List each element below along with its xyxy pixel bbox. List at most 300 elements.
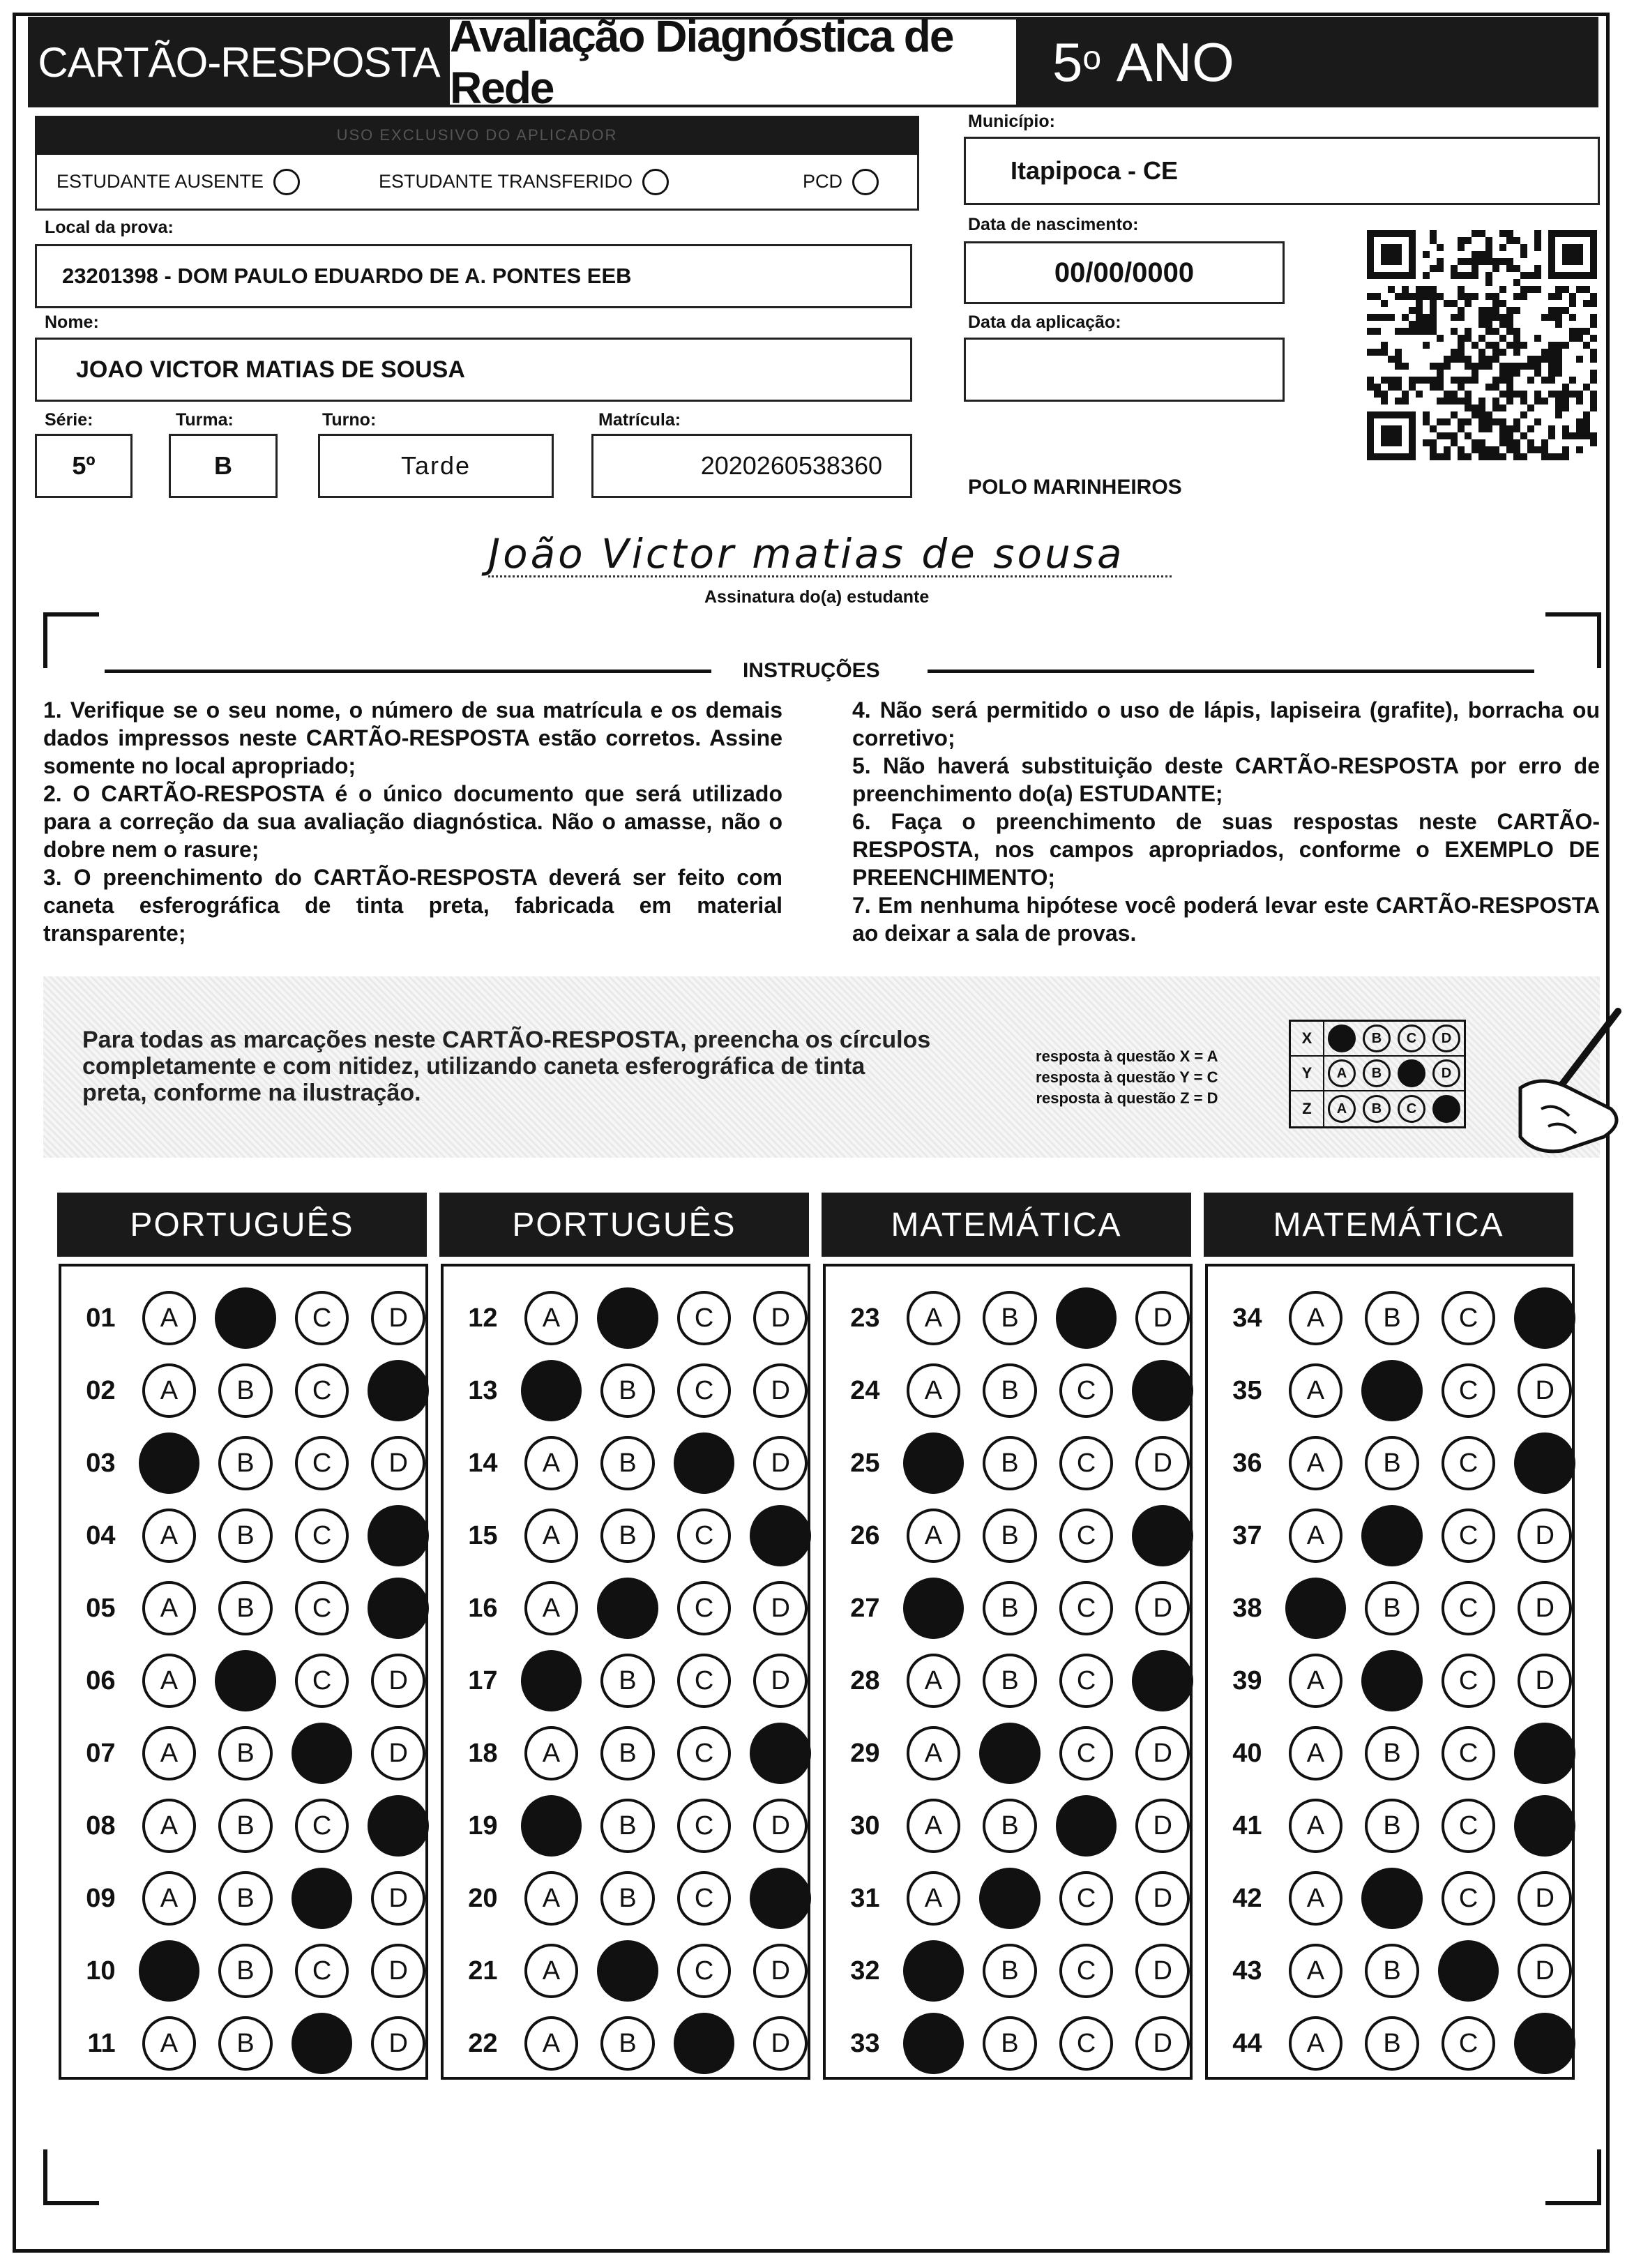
answer-bubble-a[interactable]: A: [524, 1944, 579, 1998]
question-number: 14: [468, 1448, 498, 1478]
answer-bubble-b[interactable]: B: [1365, 1799, 1419, 1853]
answer-bubble-b[interactable]: B: [600, 1436, 655, 1490]
answer-bubble-d[interactable]: D: [1135, 1871, 1190, 1926]
answer-bubble-b[interactable]: B: [1365, 1944, 1419, 1998]
answer-bubble-b[interactable]: B: [218, 1871, 273, 1926]
answer-bubble-a[interactable]: A: [907, 1726, 961, 1781]
legend-y: resposta à questão Y = C: [1036, 1068, 1218, 1086]
answer-bubble-c[interactable]: C: [1056, 1287, 1117, 1349]
answer-bubble-d[interactable]: D: [371, 1726, 425, 1781]
answer-bubble-a[interactable]: A: [142, 2016, 197, 2071]
transferred-option[interactable]: [379, 169, 669, 195]
answer-bubble-b[interactable]: B: [1361, 1505, 1423, 1566]
answer-bubble-b[interactable]: B: [597, 1578, 658, 1639]
example-bubble: A: [1328, 1095, 1356, 1123]
question-number: 06: [86, 1665, 116, 1695]
answer-bubble-c[interactable]: C: [295, 1944, 349, 1998]
answer-bubble-d[interactable]: D: [1514, 1287, 1575, 1349]
question-number: 01: [86, 1303, 116, 1333]
question-row: [826, 1717, 1190, 1790]
question-number: 27: [850, 1593, 880, 1623]
answer-bubble-b[interactable]: B: [218, 1363, 273, 1418]
answer-bubble-c[interactable]: C: [295, 1436, 349, 1490]
answer-bubble-c[interactable]: C: [1442, 1291, 1496, 1345]
answer-bubble-a[interactable]: A: [1289, 1509, 1343, 1563]
answer-bubble-b[interactable]: B: [215, 1287, 276, 1349]
question-row: [826, 1790, 1190, 1862]
nascimento-field: [964, 241, 1285, 304]
answer-bubble-d[interactable]: D: [753, 1581, 808, 1635]
legend-z: resposta à questão Z = D: [1036, 1089, 1218, 1107]
answer-bubble-d[interactable]: D: [368, 1505, 429, 1566]
answer-bubble-d[interactable]: D: [750, 1868, 811, 1929]
municipio-field: [964, 137, 1600, 205]
answer-bubble-c[interactable]: C: [1442, 1581, 1496, 1635]
nascimento-value: 00/00/0000: [1054, 257, 1195, 288]
instruction-1: 1. Verifique se o seu nome, o número de sua matrícula e os demais dados impressos neste CARTÃO-RESPOSTA estão corretos. Assine somente no local apropriado;: [43, 697, 782, 778]
answer-bubble-b[interactable]: B: [1365, 1581, 1419, 1635]
question-number: 22: [468, 2028, 498, 2058]
answer-bubble-a[interactable]: A: [907, 1363, 961, 1418]
question-number: 11: [87, 2028, 116, 2058]
answer-bubble-a[interactable]: A: [907, 1871, 961, 1926]
answer-bubble-d[interactable]: D: [753, 1291, 808, 1345]
answer-bubble-a[interactable]: A: [1289, 2016, 1343, 2071]
question-number: 33: [850, 2028, 880, 2058]
answer-bubble-b[interactable]: B: [979, 1723, 1041, 1784]
answer-bubble-d[interactable]: D: [371, 1291, 425, 1345]
question-row: [444, 1862, 808, 1935]
answer-bubble-a[interactable]: A: [907, 1799, 961, 1853]
question-number: 26: [850, 1520, 880, 1550]
answer-bubble-a[interactable]: A: [521, 1360, 582, 1421]
question-row: [1208, 1790, 1572, 1862]
answer-bubble-c[interactable]: C: [1442, 1436, 1496, 1490]
subject-header: MATEMÁTICA: [1204, 1193, 1573, 1257]
question-row: [444, 1572, 808, 1645]
answer-bubble-c[interactable]: C: [1059, 1726, 1114, 1781]
answer-bubble-c[interactable]: C: [295, 1509, 349, 1563]
answer-bubble-c[interactable]: C: [1059, 1944, 1114, 1998]
answer-bubble-c[interactable]: C: [1442, 1509, 1496, 1563]
question-row: [61, 1645, 425, 1717]
answer-bubble-a[interactable]: A: [1289, 1436, 1343, 1490]
answer-bubble-a[interactable]: A: [1289, 1944, 1343, 1998]
question-row: [61, 1935, 425, 2007]
answer-bubble-a[interactable]: A: [907, 1291, 961, 1345]
answer-bubble-c[interactable]: C: [295, 1291, 349, 1345]
answer-bubble-d[interactable]: D: [371, 1944, 425, 1998]
answer-bubble-a[interactable]: A: [524, 1871, 579, 1926]
answer-bubble-b[interactable]: B: [600, 1871, 655, 1926]
answer-bubble-b[interactable]: B: [600, 1363, 655, 1418]
answer-bubble-c[interactable]: C: [677, 1654, 732, 1708]
example-row-y: [1291, 1057, 1464, 1091]
question-row: [444, 2007, 808, 2080]
answer-bubble-b[interactable]: B: [218, 1436, 273, 1490]
answer-bubble-a[interactable]: A: [142, 1726, 197, 1781]
answer-bubble-b[interactable]: B: [983, 1799, 1037, 1853]
grade-word: ANO: [1116, 31, 1234, 93]
subject-header: PORTUGUÊS: [439, 1193, 809, 1257]
answer-bubble-b[interactable]: B: [218, 1581, 273, 1635]
question-number: 40: [1232, 1738, 1262, 1768]
legend-x: resposta à questão X = A: [1036, 1048, 1218, 1065]
answer-bubble-b[interactable]: B: [983, 1291, 1037, 1345]
turno-label: Turno:: [322, 410, 377, 430]
question-row: [1208, 1862, 1572, 1935]
question-row: [444, 1790, 808, 1862]
question-row: [1208, 1282, 1572, 1354]
question-number: 32: [850, 1956, 880, 1986]
answer-bubble-a[interactable]: A: [1289, 1726, 1343, 1781]
answer-bubble-a[interactable]: A: [524, 1726, 579, 1781]
answer-bubble-a[interactable]: A: [903, 1940, 964, 2002]
answer-bubble-b[interactable]: B: [1361, 1868, 1423, 1929]
answer-bubble-d[interactable]: D: [1514, 2013, 1575, 2074]
absent-label: ESTUDANTE AUSENTE: [56, 171, 264, 192]
answer-bubble-d[interactable]: D: [1518, 1509, 1572, 1563]
answer-bubble-a[interactable]: A: [903, 1578, 964, 1639]
name-label: Nome:: [45, 312, 99, 332]
answer-bubble-c[interactable]: C: [1059, 1654, 1114, 1708]
matricula-field: [591, 434, 912, 498]
answer-bubble-a[interactable]: A: [1289, 1799, 1343, 1853]
question-number: 44: [1232, 2028, 1262, 2058]
question-row: [826, 1354, 1190, 1427]
answer-bubble-b[interactable]: B: [218, 1726, 273, 1781]
answer-bubble-a[interactable]: A: [142, 1363, 197, 1418]
corner-mark-bottom-left: [43, 2149, 99, 2205]
instruction-4: 4. Não será permitido o uso de lápis, lapiseira (grafite), borracha ou corretivo;: [852, 697, 1600, 750]
answer-bubble-b[interactable]: B: [1365, 2016, 1419, 2071]
question-number: 12: [468, 1303, 498, 1333]
answer-bubble-c[interactable]: C: [295, 1581, 349, 1635]
answer-bubble-b[interactable]: B: [1361, 1650, 1423, 1711]
answer-bubble-a[interactable]: A: [139, 1432, 200, 1494]
answer-bubble-b[interactable]: B: [218, 2016, 273, 2071]
transferred-label: ESTUDANTE TRANSFERIDO: [379, 171, 633, 192]
answer-bubble-c[interactable]: C: [677, 1799, 732, 1853]
answer-bubble-d[interactable]: D: [368, 1578, 429, 1639]
answer-bubble-b[interactable]: B: [600, 2016, 655, 2071]
answer-bubble-a[interactable]: A: [1289, 1654, 1343, 1708]
answer-bubble-d[interactable]: D: [371, 1654, 425, 1708]
answer-bubble-d[interactable]: D: [1135, 1436, 1190, 1490]
answer-bubble-a[interactable]: A: [142, 1509, 197, 1563]
answer-bubble-c[interactable]: C: [295, 1654, 349, 1708]
answer-bubble-d[interactable]: D: [371, 1436, 425, 1490]
answer-bubble-a[interactable]: A: [524, 1509, 579, 1563]
answer-bubble-b[interactable]: B: [983, 1581, 1037, 1635]
answer-bubble-c[interactable]: C: [1059, 1581, 1114, 1635]
answer-bubble-c[interactable]: C: [1442, 1363, 1496, 1418]
question-row: [1208, 2007, 1572, 2080]
answer-bubble-d[interactable]: D: [1518, 1581, 1572, 1635]
answer-bubble-c[interactable]: C: [677, 1726, 732, 1781]
serie-value: 5º: [72, 451, 96, 480]
instructions-left: [43, 696, 782, 947]
answer-bubble-d[interactable]: D: [753, 1436, 808, 1490]
answer-bubble-c[interactable]: C: [677, 1291, 732, 1345]
answer-bubble-c[interactable]: C: [1059, 1509, 1114, 1563]
answer-bubble-c[interactable]: C: [1059, 1436, 1114, 1490]
answer-bubble-b[interactable]: B: [983, 1944, 1037, 1998]
answer-bubble-d[interactable]: D: [1132, 1505, 1193, 1566]
answer-bubble-a[interactable]: A: [142, 1654, 197, 1708]
absent-circle[interactable]: [273, 169, 300, 195]
answer-bubble-d[interactable]: D: [1518, 1871, 1572, 1926]
answer-bubble-d[interactable]: D: [371, 1871, 425, 1926]
question-number: 25: [850, 1448, 880, 1478]
question-number: 07: [86, 1738, 116, 1768]
question-row: [444, 1354, 808, 1427]
answer-bubble-b[interactable]: B: [983, 1509, 1037, 1563]
question-row: [826, 1499, 1190, 1572]
answer-bubble-d[interactable]: D: [1135, 1726, 1190, 1781]
answer-bubble-d[interactable]: D: [753, 1799, 808, 1853]
question-number: 30: [850, 1810, 880, 1840]
answer-bubble-c[interactable]: C: [677, 1944, 732, 1998]
example-bubble: B: [1363, 1095, 1391, 1123]
question-number: 43: [1232, 1956, 1262, 1986]
answer-bubble-c[interactable]: C: [677, 1581, 732, 1635]
answer-bubble-a[interactable]: A: [903, 2013, 964, 2074]
question-number: 23: [850, 1303, 880, 1333]
question-number: 15: [468, 1520, 498, 1550]
answer-bubble-b[interactable]: B: [983, 1363, 1037, 1418]
nascimento-label: Data de nascimento:: [968, 215, 1139, 234]
absent-option[interactable]: [56, 169, 300, 195]
answer-bubble-b[interactable]: B: [983, 2016, 1037, 2071]
answer-bubble-a[interactable]: A: [142, 1799, 197, 1853]
question-row: [61, 1717, 425, 1790]
applicator-bar: USO EXCLUSIVO DO APLICADOR: [35, 116, 919, 155]
question-number: 08: [86, 1810, 116, 1840]
question-row: [826, 1572, 1190, 1645]
question-row: [61, 1499, 425, 1572]
answer-bubble-d[interactable]: D: [1514, 1723, 1575, 1784]
question-row: [1208, 1354, 1572, 1427]
answer-bubble-d[interactable]: D: [1518, 1363, 1572, 1418]
turma-field: [169, 434, 278, 498]
answer-bubble-b[interactable]: B: [215, 1650, 276, 1711]
answer-bubble-c[interactable]: C: [677, 1363, 732, 1418]
question-row: [1208, 1572, 1572, 1645]
pcd-option[interactable]: [803, 169, 879, 195]
question-number: 36: [1232, 1448, 1262, 1478]
question-row: [61, 1862, 425, 1935]
answer-bubble-a[interactable]: A: [1289, 1291, 1343, 1345]
example-bubble: C: [1398, 1095, 1425, 1123]
answer-bubble-c[interactable]: C: [674, 2013, 735, 2074]
answer-bubble-d[interactable]: D: [371, 2016, 425, 2071]
answer-bubble-b[interactable]: B: [218, 1799, 273, 1853]
name-value: JOAO VICTOR MATIAS DE SOUSA: [76, 356, 465, 383]
answer-bubble-c[interactable]: C: [1442, 2016, 1496, 2071]
student-signature: João Victor matias de sousa: [488, 530, 1125, 577]
answer-bubble-b[interactable]: B: [597, 1940, 658, 2002]
answer-bubble-b[interactable]: B: [1365, 1436, 1419, 1490]
signature-label: Assinatura do(a) estudante: [704, 587, 930, 607]
example-bubble: C: [1398, 1025, 1425, 1052]
answer-bubble-a[interactable]: A: [903, 1432, 964, 1494]
answer-bubble-b[interactable]: B: [218, 1509, 273, 1563]
instruction-2: 2. O CARTÃO-RESPOSTA é o único documento que será utilizado para a correção da sua avaliação diagnóstica. Não o amasse, não o dobre nem o rasure;: [43, 781, 782, 862]
answer-bubble-b[interactable]: B: [600, 1799, 655, 1853]
question-row: [61, 2007, 425, 2080]
answer-bubble-c[interactable]: C: [1442, 1726, 1496, 1781]
local-field: [35, 244, 912, 308]
instruction-5: 5. Não haverá substituição deste CARTÃO-RESPOSTA por erro de preenchimento do(a) ESTUDANTE;: [852, 753, 1600, 806]
question-number: 16: [468, 1593, 498, 1623]
answer-bubble-a[interactable]: A: [524, 1581, 579, 1635]
example-bubble: B: [1363, 1025, 1391, 1052]
turma-label: Turma:: [176, 410, 234, 430]
answer-bubble-d[interactable]: D: [753, 1944, 808, 1998]
question-number: 13: [468, 1375, 498, 1405]
instruction-6: 6. Faça o preenchimento de suas respostas neste CARTÃO-RESPOSTA, nos campos apropriados, conforme o EXEMPLO DE PREENCHIMENTO;: [852, 809, 1600, 890]
answer-bubble-b[interactable]: B: [979, 1868, 1041, 1929]
answer-column: [823, 1264, 1193, 2080]
question-number: 39: [1232, 1665, 1262, 1695]
answer-bubble-c[interactable]: C: [292, 2013, 353, 2074]
answer-bubble-b[interactable]: B: [1365, 1726, 1419, 1781]
answer-bubble-a[interactable]: A: [907, 1509, 961, 1563]
answer-bubble-d[interactable]: D: [1135, 1944, 1190, 1998]
qr-code: [1367, 230, 1597, 460]
question-number: 42: [1232, 1883, 1262, 1913]
answer-bubble-c[interactable]: C: [1442, 1871, 1496, 1926]
answer-bubble-d[interactable]: D: [368, 1360, 429, 1421]
question-number: 35: [1232, 1375, 1262, 1405]
answer-bubble-d[interactable]: D: [1135, 2016, 1190, 2071]
answer-bubble-c[interactable]: C: [677, 1871, 732, 1926]
example-row-z: [1291, 1091, 1464, 1126]
answer-bubble-b[interactable]: B: [600, 1726, 655, 1781]
question-row: [61, 1354, 425, 1427]
answer-bubble-a[interactable]: A: [1285, 1578, 1347, 1639]
exam-title: Avaliação Diagnóstica de Rede: [450, 17, 1016, 107]
answer-bubble-a[interactable]: A: [142, 1871, 197, 1926]
answer-bubble-b[interactable]: B: [597, 1287, 658, 1349]
corner-mark-top-right: [1545, 612, 1601, 668]
question-number: 05: [86, 1593, 116, 1623]
answer-bubble-a[interactable]: A: [907, 1654, 961, 1708]
answer-bubble-c[interactable]: C: [295, 1799, 349, 1853]
municipio-label: Município:: [968, 112, 1055, 131]
answer-bubble-c[interactable]: C: [1056, 1795, 1117, 1857]
answer-bubble-b[interactable]: B: [1361, 1360, 1423, 1421]
answer-bubble-b[interactable]: B: [600, 1654, 655, 1708]
answer-bubble-d[interactable]: D: [368, 1795, 429, 1857]
answer-bubble-a[interactable]: A: [139, 1940, 200, 2002]
answer-bubble-a[interactable]: A: [524, 1291, 579, 1345]
example-bubble: D: [1432, 1095, 1460, 1123]
question-row: [1208, 1645, 1572, 1717]
answer-bubble-c[interactable]: C: [1059, 2016, 1114, 2071]
question-row: [444, 1717, 808, 1790]
question-number: 20: [468, 1883, 498, 1913]
answer-bubble-a[interactable]: A: [1289, 1871, 1343, 1926]
example-question: Y: [1291, 1057, 1324, 1090]
question-number: 24: [850, 1375, 880, 1405]
transferred-circle[interactable]: [642, 169, 669, 195]
answer-bubble-d[interactable]: D: [1135, 1799, 1190, 1853]
answer-bubble-c[interactable]: C: [1438, 1940, 1499, 2002]
question-number: 37: [1232, 1520, 1262, 1550]
answer-bubble-b[interactable]: B: [983, 1436, 1037, 1490]
question-row: [826, 2007, 1190, 2080]
answer-bubble-d[interactable]: D: [753, 2016, 808, 2071]
answer-bubble-c[interactable]: C: [1059, 1363, 1114, 1418]
answer-bubble-c[interactable]: C: [674, 1432, 735, 1494]
example-question: X: [1291, 1022, 1324, 1055]
answer-bubble-d[interactable]: D: [750, 1723, 811, 1784]
answer-bubble-a[interactable]: A: [524, 2016, 579, 2071]
answer-bubble-d[interactable]: D: [1514, 1795, 1575, 1857]
answer-bubble-c[interactable]: C: [292, 1868, 353, 1929]
answer-bubble-c[interactable]: C: [1442, 1654, 1496, 1708]
question-row: [826, 1935, 1190, 2007]
instructions-rule-left: [105, 670, 711, 673]
applicator-row: [35, 155, 919, 211]
answer-bubble-a[interactable]: A: [521, 1795, 582, 1857]
answer-bubble-c[interactable]: C: [1059, 1871, 1114, 1926]
answer-bubble-c[interactable]: C: [295, 1363, 349, 1418]
instructions-rule-right: [928, 670, 1534, 673]
answer-bubble-a[interactable]: A: [524, 1436, 579, 1490]
answer-bubble-c[interactable]: C: [292, 1723, 353, 1784]
answer-bubble-d[interactable]: D: [1135, 1291, 1190, 1345]
municipio-value: Itapipoca - CE: [1011, 156, 1179, 185]
answer-bubble-c[interactable]: C: [1442, 1799, 1496, 1853]
turma-value: B: [214, 451, 232, 480]
answer-bubble-a[interactable]: A: [521, 1650, 582, 1711]
answer-bubble-a[interactable]: A: [142, 1581, 197, 1635]
example-grid: [1289, 1020, 1466, 1128]
example-bubble: A: [1328, 1059, 1356, 1087]
serie-label: Série:: [45, 410, 93, 430]
answer-bubble-b[interactable]: B: [983, 1654, 1037, 1708]
pcd-circle[interactable]: [852, 169, 879, 195]
answer-bubble-d[interactable]: D: [753, 1654, 808, 1708]
question-number: 04: [86, 1520, 116, 1550]
answer-bubble-b[interactable]: B: [1365, 1291, 1419, 1345]
question-number: 02: [86, 1375, 116, 1405]
answer-bubble-d[interactable]: D: [1135, 1581, 1190, 1635]
answer-bubble-d[interactable]: D: [1132, 1650, 1193, 1711]
answer-bubble-c[interactable]: C: [677, 1509, 732, 1563]
answer-bubble-d[interactable]: D: [1132, 1360, 1193, 1421]
question-row: [444, 1645, 808, 1717]
question-number: 41: [1232, 1810, 1262, 1840]
question-number: 38: [1232, 1593, 1262, 1623]
answer-bubble-d[interactable]: D: [1514, 1432, 1575, 1494]
answer-bubble-b[interactable]: B: [600, 1509, 655, 1563]
answer-bubble-a[interactable]: A: [1289, 1363, 1343, 1418]
question-row: [1208, 1717, 1572, 1790]
answer-bubble-b[interactable]: B: [218, 1944, 273, 1998]
answer-bubble-a[interactable]: A: [142, 1291, 197, 1345]
example-bubble: D: [1432, 1025, 1460, 1052]
answer-bubble-d[interactable]: D: [753, 1363, 808, 1418]
answer-bubble-d[interactable]: D: [1518, 1654, 1572, 1708]
answer-bubble-d[interactable]: D: [750, 1505, 811, 1566]
answer-column: [59, 1264, 428, 2080]
question-number: 09: [86, 1883, 116, 1913]
answer-bubble-d[interactable]: D: [1518, 1944, 1572, 1998]
